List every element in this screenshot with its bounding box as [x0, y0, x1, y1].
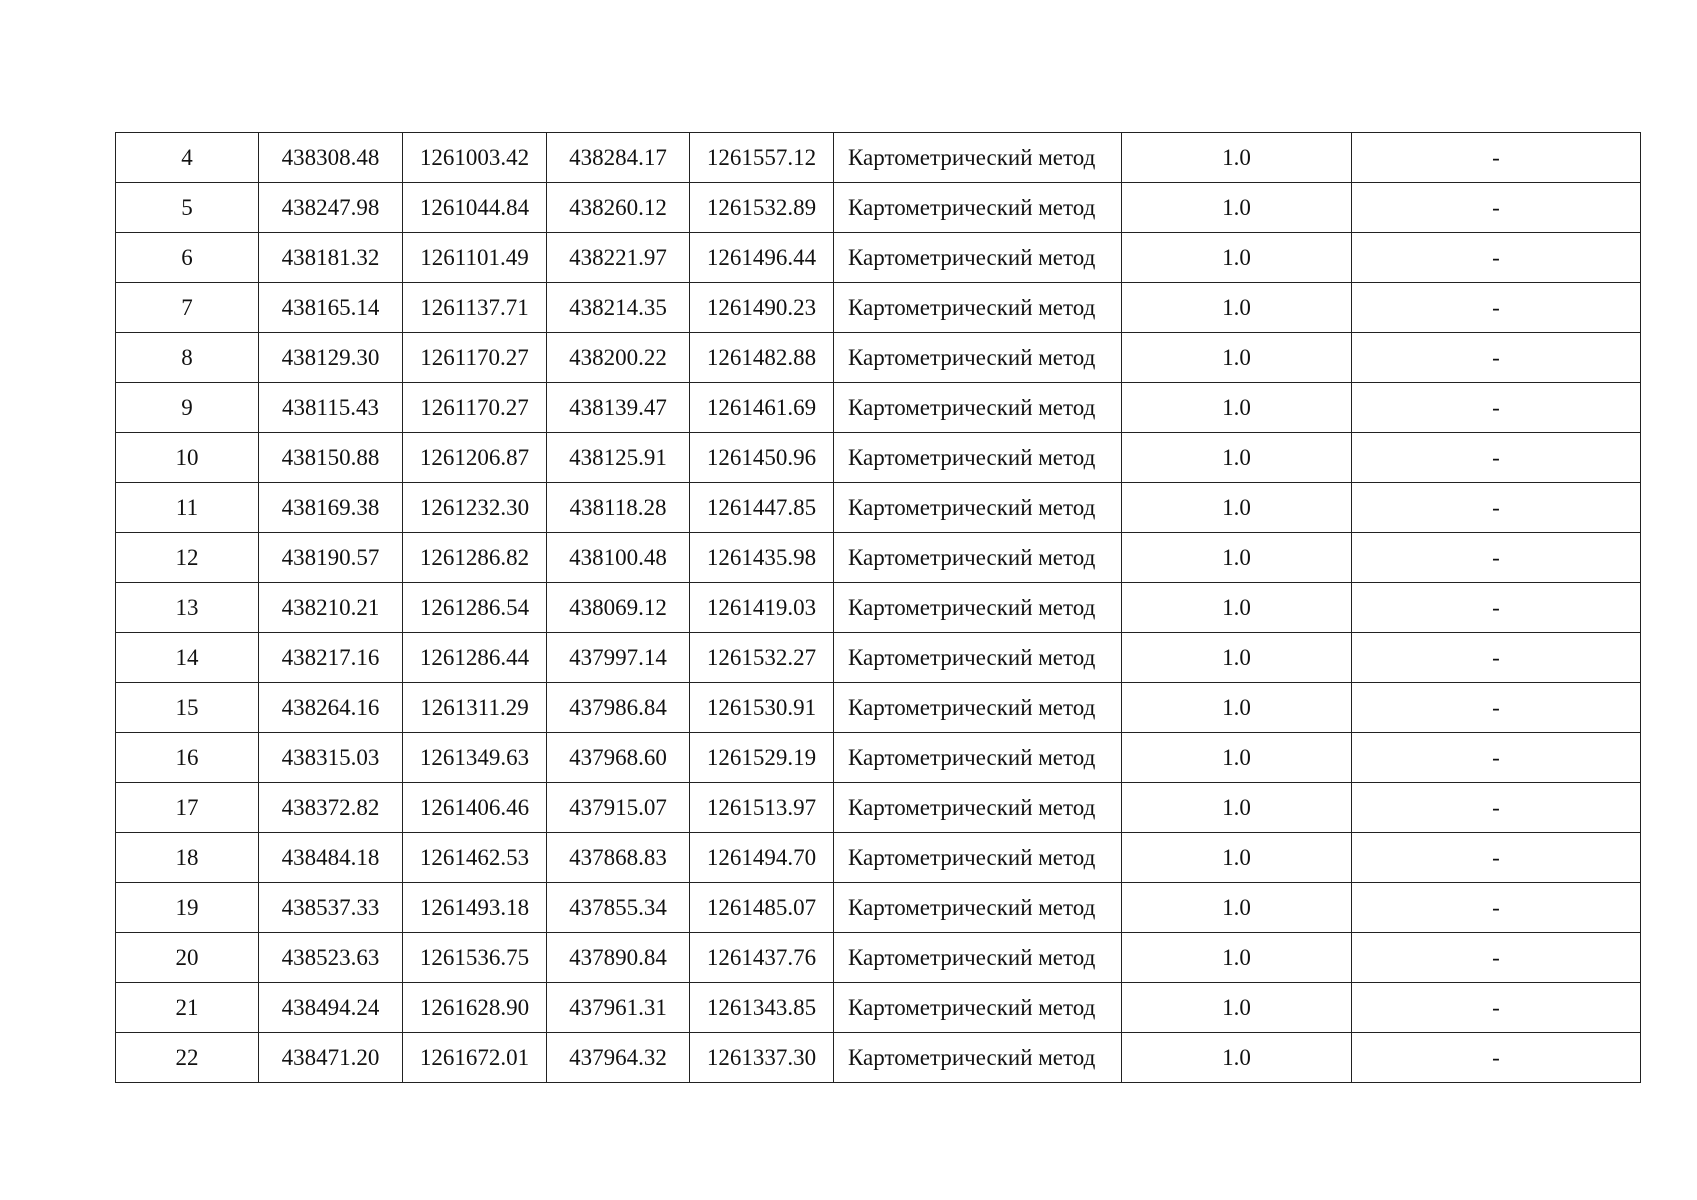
description-cell: -: [1352, 633, 1641, 683]
x-new-cell: 437968.60: [547, 733, 690, 783]
y-new-cell: 1261461.69: [690, 383, 834, 433]
x-old-cell: 438537.33: [259, 883, 403, 933]
table-row: [116, 283, 1641, 333]
description-cell: -: [1352, 883, 1641, 933]
description-cell: -: [1352, 433, 1641, 483]
y-old-cell: 1261170.27: [403, 333, 547, 383]
y-new-cell: 1261437.76: [690, 933, 834, 983]
x-old-cell: 438129.30: [259, 333, 403, 383]
point-number-cell: 7: [116, 283, 259, 333]
accuracy-cell: 1.0: [1122, 333, 1352, 383]
y-old-cell: 1261206.87: [403, 433, 547, 483]
x-old-cell: 438484.18: [259, 833, 403, 883]
x-old-cell: 438264.16: [259, 683, 403, 733]
accuracy-cell: 1.0: [1122, 783, 1352, 833]
x-old-cell: 438181.32: [259, 233, 403, 283]
table-row: [116, 183, 1641, 233]
description-cell: -: [1352, 333, 1641, 383]
accuracy-cell: 1.0: [1122, 883, 1352, 933]
table-row: [116, 683, 1641, 733]
y-old-cell: 1261101.49: [403, 233, 547, 283]
description-cell: -: [1352, 983, 1641, 1033]
method-cell: Картометрический метод: [834, 933, 1122, 983]
table-row: [116, 133, 1641, 183]
point-number-cell: 17: [116, 783, 259, 833]
y-new-cell: 1261447.85: [690, 483, 834, 533]
y-new-cell: 1261450.96: [690, 433, 834, 483]
description-cell: -: [1352, 783, 1641, 833]
y-old-cell: 1261628.90: [403, 983, 547, 1033]
x-old-cell: 438165.14: [259, 283, 403, 333]
point-number-cell: 4: [116, 133, 259, 183]
x-old-cell: 438217.16: [259, 633, 403, 683]
method-cell: Картометрический метод: [834, 233, 1122, 283]
accuracy-cell: 1.0: [1122, 733, 1352, 783]
method-cell: Картометрический метод: [834, 383, 1122, 433]
description-cell: -: [1352, 483, 1641, 533]
method-cell: Картометрический метод: [834, 1033, 1122, 1083]
point-number-cell: 19: [116, 883, 259, 933]
table-row: [116, 933, 1641, 983]
accuracy-cell: 1.0: [1122, 533, 1352, 583]
y-new-cell: 1261496.44: [690, 233, 834, 283]
x-old-cell: 438494.24: [259, 983, 403, 1033]
table-row: [116, 383, 1641, 433]
y-new-cell: 1261337.30: [690, 1033, 834, 1083]
y-old-cell: 1261536.75: [403, 933, 547, 983]
table-row: [116, 433, 1641, 483]
x-old-cell: 438169.38: [259, 483, 403, 533]
table-row: [116, 1033, 1641, 1083]
coordinates-table: [115, 132, 1641, 1083]
description-cell: -: [1352, 183, 1641, 233]
accuracy-cell: 1.0: [1122, 1033, 1352, 1083]
point-number-cell: 6: [116, 233, 259, 283]
table-row: [116, 333, 1641, 383]
accuracy-cell: 1.0: [1122, 433, 1352, 483]
x-new-cell: 438221.97: [547, 233, 690, 283]
point-number-cell: 5: [116, 183, 259, 233]
x-new-cell: 438118.28: [547, 483, 690, 533]
x-old-cell: 438190.57: [259, 533, 403, 583]
table-row: [116, 533, 1641, 583]
x-old-cell: 438210.21: [259, 583, 403, 633]
table-row: [116, 833, 1641, 883]
y-old-cell: 1261493.18: [403, 883, 547, 933]
description-cell: -: [1352, 383, 1641, 433]
point-number-cell: 11: [116, 483, 259, 533]
accuracy-cell: 1.0: [1122, 483, 1352, 533]
x-new-cell: 438125.91: [547, 433, 690, 483]
accuracy-cell: 1.0: [1122, 183, 1352, 233]
method-cell: Картометрический метод: [834, 583, 1122, 633]
y-old-cell: 1261286.44: [403, 633, 547, 683]
y-new-cell: 1261419.03: [690, 583, 834, 633]
y-new-cell: 1261532.89: [690, 183, 834, 233]
x-new-cell: 438100.48: [547, 533, 690, 583]
y-old-cell: 1261232.30: [403, 483, 547, 533]
table-row: [116, 483, 1641, 533]
x-new-cell: 438139.47: [547, 383, 690, 433]
y-new-cell: 1261530.91: [690, 683, 834, 733]
y-new-cell: 1261485.07: [690, 883, 834, 933]
description-cell: -: [1352, 683, 1641, 733]
point-number-cell: 12: [116, 533, 259, 583]
x-old-cell: 438315.03: [259, 733, 403, 783]
description-cell: -: [1352, 933, 1641, 983]
y-new-cell: 1261435.98: [690, 533, 834, 583]
description-cell: -: [1352, 283, 1641, 333]
method-cell: Картометрический метод: [834, 633, 1122, 683]
x-new-cell: 438214.35: [547, 283, 690, 333]
description-cell: -: [1352, 733, 1641, 783]
x-new-cell: 437915.07: [547, 783, 690, 833]
method-cell: Картометрический метод: [834, 733, 1122, 783]
point-number-cell: 9: [116, 383, 259, 433]
description-cell: -: [1352, 133, 1641, 183]
point-number-cell: 15: [116, 683, 259, 733]
table-row: [116, 883, 1641, 933]
x-new-cell: 438284.17: [547, 133, 690, 183]
x-new-cell: 438260.12: [547, 183, 690, 233]
method-cell: Картометрический метод: [834, 483, 1122, 533]
x-old-cell: 438523.63: [259, 933, 403, 983]
y-old-cell: 1261286.54: [403, 583, 547, 633]
point-number-cell: 20: [116, 933, 259, 983]
method-cell: Картометрический метод: [834, 183, 1122, 233]
y-new-cell: 1261557.12: [690, 133, 834, 183]
x-old-cell: 438372.82: [259, 783, 403, 833]
x-old-cell: 438308.48: [259, 133, 403, 183]
table-row: [116, 233, 1641, 283]
point-number-cell: 14: [116, 633, 259, 683]
method-cell: Картометрический метод: [834, 683, 1122, 733]
point-number-cell: 22: [116, 1033, 259, 1083]
x-new-cell: 437986.84: [547, 683, 690, 733]
description-cell: -: [1352, 583, 1641, 633]
x-old-cell: 438150.88: [259, 433, 403, 483]
accuracy-cell: 1.0: [1122, 583, 1352, 633]
y-old-cell: 1261044.84: [403, 183, 547, 233]
y-old-cell: 1261406.46: [403, 783, 547, 833]
table-body: [116, 133, 1641, 1083]
y-new-cell: 1261482.88: [690, 333, 834, 383]
method-cell: Картометрический метод: [834, 533, 1122, 583]
accuracy-cell: 1.0: [1122, 933, 1352, 983]
x-new-cell: 437961.31: [547, 983, 690, 1033]
x-old-cell: 438115.43: [259, 383, 403, 433]
table-row: [116, 983, 1641, 1033]
x-old-cell: 438247.98: [259, 183, 403, 233]
method-cell: Картометрический метод: [834, 133, 1122, 183]
y-new-cell: 1261529.19: [690, 733, 834, 783]
y-old-cell: 1261462.53: [403, 833, 547, 883]
accuracy-cell: 1.0: [1122, 283, 1352, 333]
accuracy-cell: 1.0: [1122, 983, 1352, 1033]
y-new-cell: 1261490.23: [690, 283, 834, 333]
x-new-cell: 438069.12: [547, 583, 690, 633]
method-cell: Картометрический метод: [834, 783, 1122, 833]
accuracy-cell: 1.0: [1122, 383, 1352, 433]
table-row: [116, 583, 1641, 633]
y-new-cell: 1261494.70: [690, 833, 834, 883]
accuracy-cell: 1.0: [1122, 833, 1352, 883]
description-cell: -: [1352, 233, 1641, 283]
table-row: [116, 633, 1641, 683]
x-new-cell: 437964.32: [547, 1033, 690, 1083]
y-old-cell: 1261137.71: [403, 283, 547, 333]
x-new-cell: 437890.84: [547, 933, 690, 983]
y-old-cell: 1261349.63: [403, 733, 547, 783]
y-old-cell: 1261311.29: [403, 683, 547, 733]
x-new-cell: 437997.14: [547, 633, 690, 683]
y-old-cell: 1261170.27: [403, 383, 547, 433]
method-cell: Картометрический метод: [834, 283, 1122, 333]
accuracy-cell: 1.0: [1122, 683, 1352, 733]
x-old-cell: 438471.20: [259, 1033, 403, 1083]
point-number-cell: 10: [116, 433, 259, 483]
accuracy-cell: 1.0: [1122, 233, 1352, 283]
y-old-cell: 1261672.01: [403, 1033, 547, 1083]
accuracy-cell: 1.0: [1122, 633, 1352, 683]
method-cell: Картометрический метод: [834, 833, 1122, 883]
y-old-cell: 1261286.82: [403, 533, 547, 583]
method-cell: Картометрический метод: [834, 333, 1122, 383]
description-cell: -: [1352, 833, 1641, 883]
x-new-cell: 437855.34: [547, 883, 690, 933]
point-number-cell: 16: [116, 733, 259, 783]
point-number-cell: 18: [116, 833, 259, 883]
point-number-cell: 21: [116, 983, 259, 1033]
table-row: [116, 733, 1641, 783]
description-cell: -: [1352, 533, 1641, 583]
x-new-cell: 437868.83: [547, 833, 690, 883]
y-new-cell: 1261513.97: [690, 783, 834, 833]
accuracy-cell: 1.0: [1122, 133, 1352, 183]
y-new-cell: 1261532.27: [690, 633, 834, 683]
y-new-cell: 1261343.85: [690, 983, 834, 1033]
x-new-cell: 438200.22: [547, 333, 690, 383]
description-cell: -: [1352, 1033, 1641, 1083]
method-cell: Картометрический метод: [834, 883, 1122, 933]
y-old-cell: 1261003.42: [403, 133, 547, 183]
method-cell: Картометрический метод: [834, 433, 1122, 483]
point-number-cell: 13: [116, 583, 259, 633]
table-row: [116, 783, 1641, 833]
method-cell: Картометрический метод: [834, 983, 1122, 1033]
point-number-cell: 8: [116, 333, 259, 383]
